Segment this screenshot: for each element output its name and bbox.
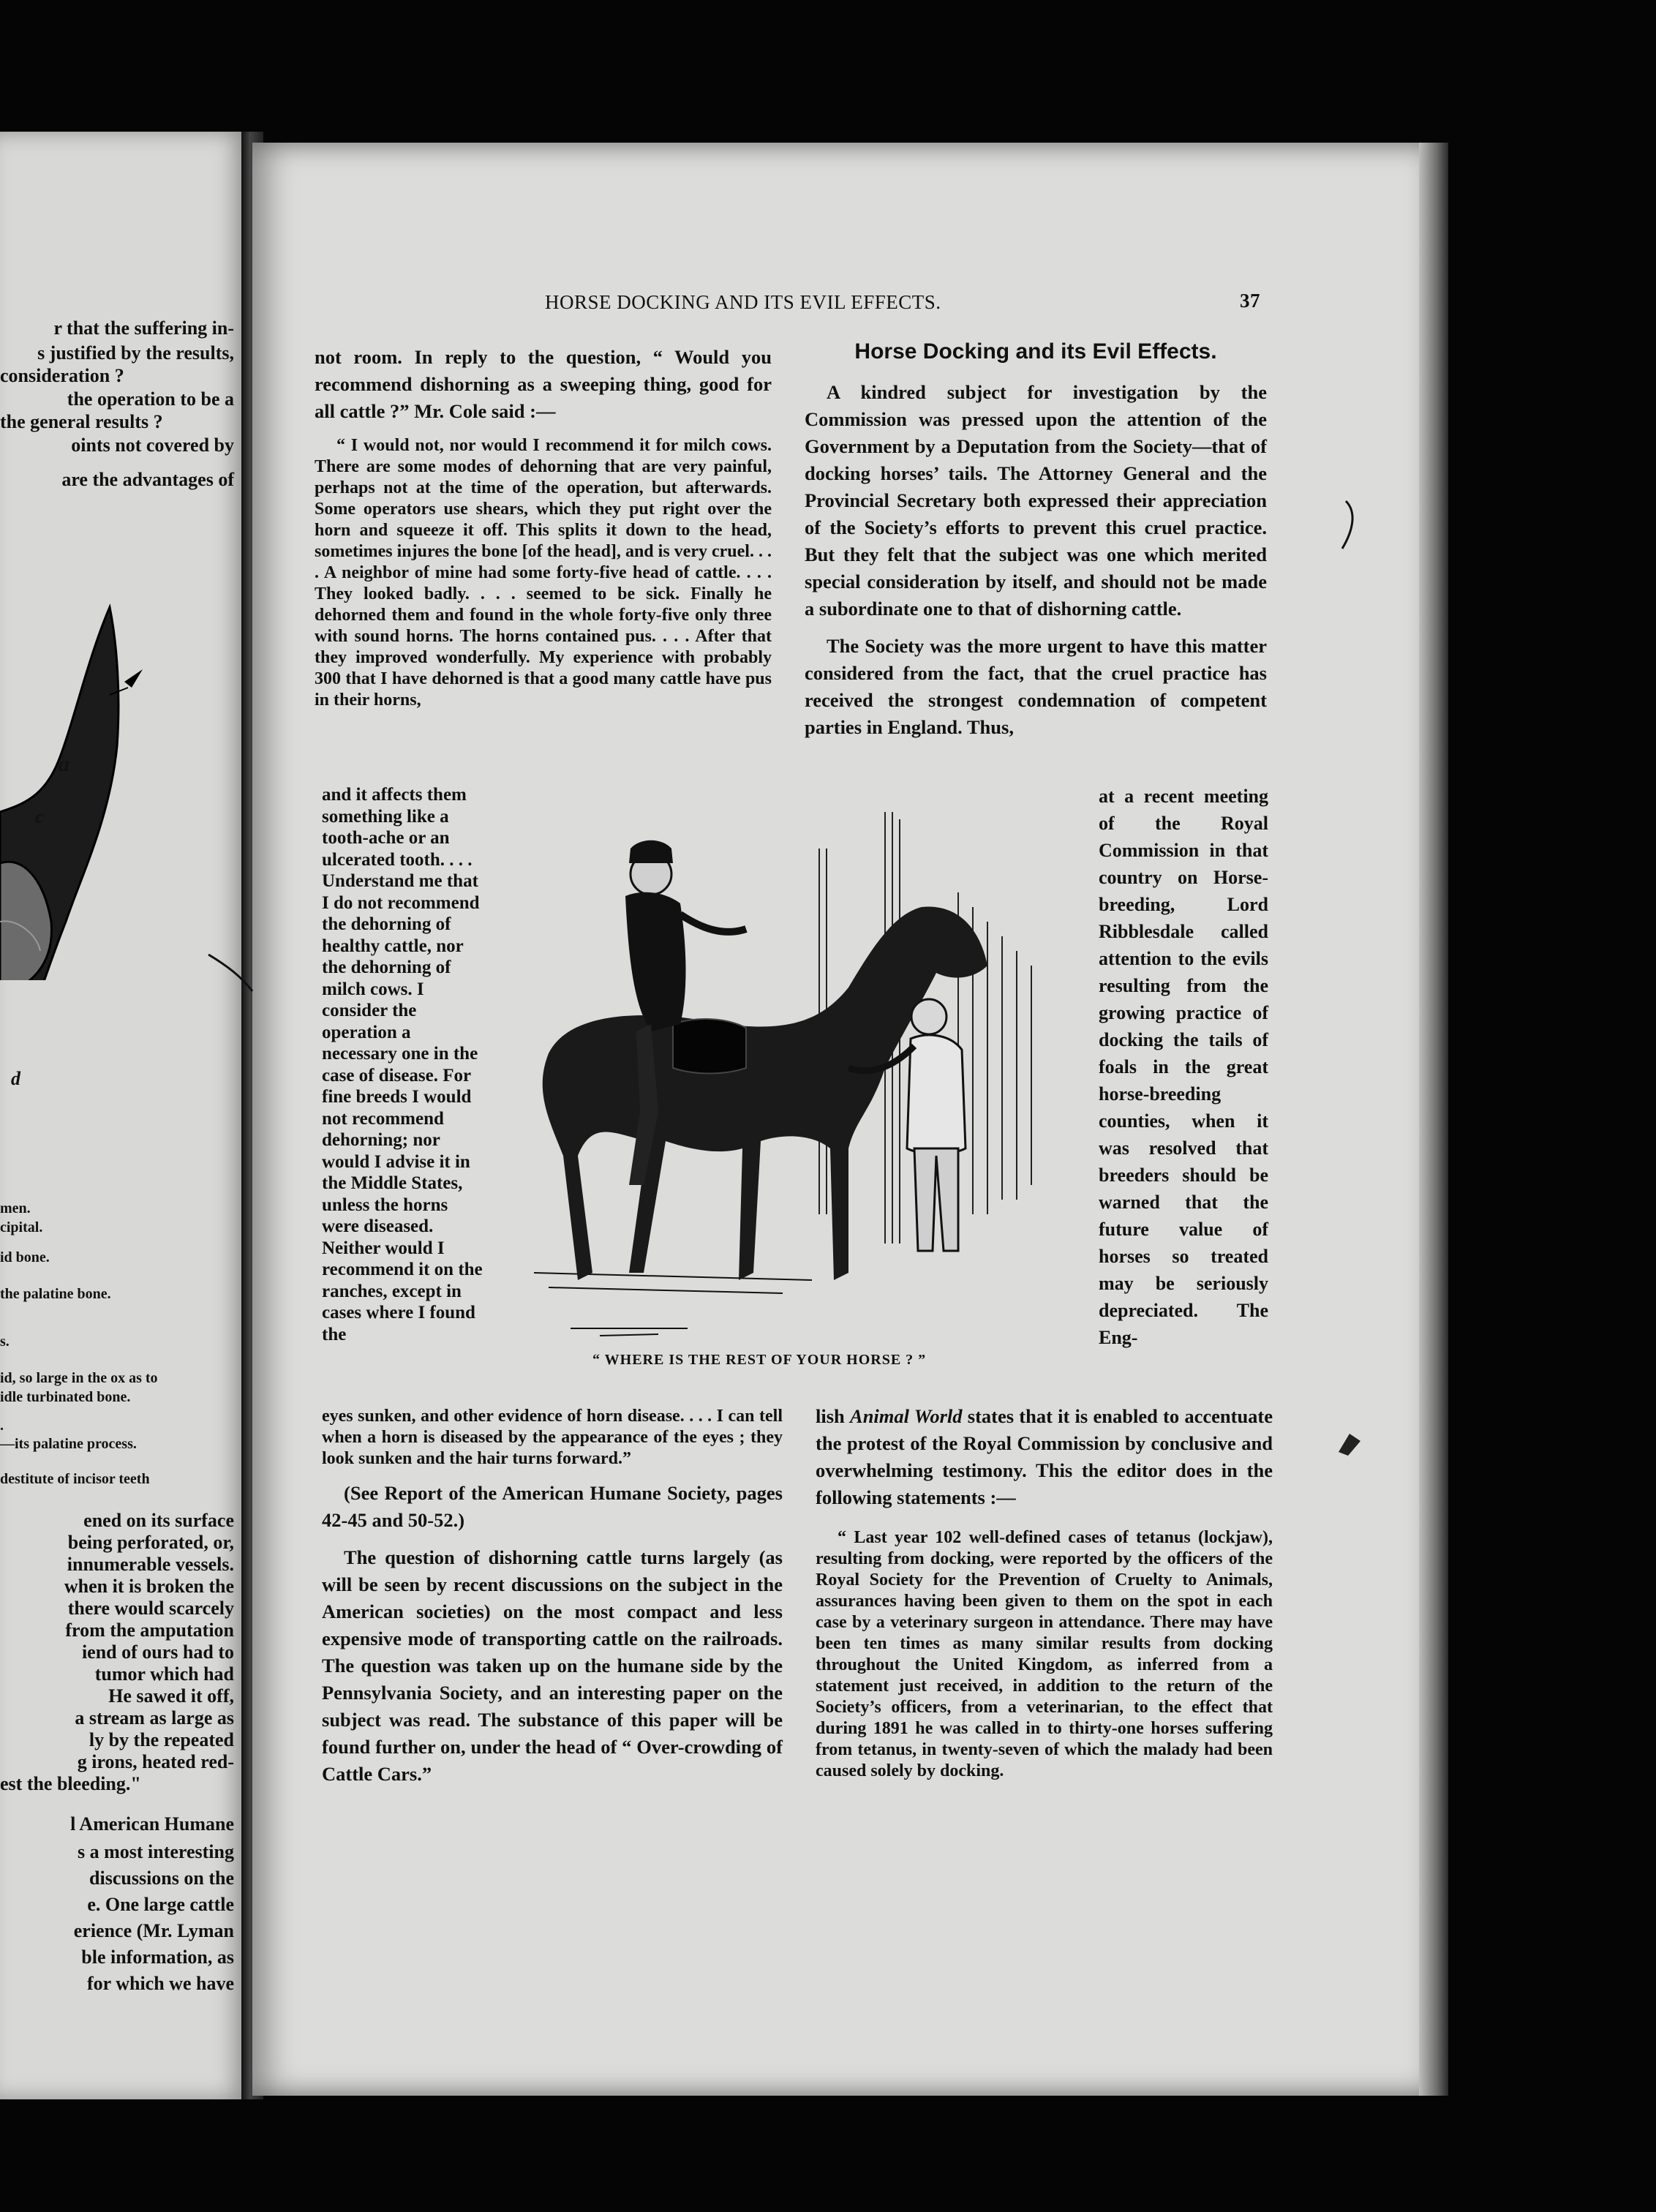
- left-text-line: He sawed it off,: [108, 1685, 234, 1707]
- col1-quote-end: eyes sunken, and other evidence of horn disease. . . . I can tell when a horn is diseased by the appearance of the eyes ; they look sunken and the hair turns forward.”: [322, 1407, 783, 1468]
- groom-legs: [914, 1148, 958, 1251]
- left-page: [0, 132, 249, 2099]
- col1-see-report: (See Report of the American Humane Society, pages 42-45 and 50-52.): [322, 1482, 783, 1531]
- horse-illustration: [505, 805, 1090, 1382]
- horse-engraving: [505, 805, 1090, 1361]
- running-title: HORSE DOCKING AND ITS EVIL EFFECTS.: [545, 291, 941, 313]
- groom-head: [911, 999, 946, 1034]
- page-number: 37: [1240, 290, 1260, 312]
- rider-arm: [680, 914, 746, 932]
- left-text-line: the general results ?: [0, 411, 163, 432]
- bone-label: destitute of incisor teeth: [0, 1471, 150, 1487]
- col2-para2-end-post: states that it is enabled to accentuate the protest of the Royal Commission by conclusive and overwhelming testimony. This the editor does in the following statements :—: [816, 1405, 1273, 1508]
- column-2-bottom: [816, 1403, 1273, 1792]
- left-text-line: discussions on the: [89, 1867, 234, 1889]
- groom-jacket: [907, 1035, 966, 1154]
- left-text-line: ble information, as: [81, 1946, 234, 1968]
- figure-label-d: d: [11, 1068, 20, 1089]
- left-text-line: a stream as large as: [75, 1707, 234, 1728]
- left-text-line: tumor which had: [94, 1663, 234, 1685]
- bone-label: the palatine bone.: [0, 1286, 111, 1302]
- left-text-line: erience (Mr. Lyman: [73, 1920, 234, 1941]
- left-text-line: the operation to be a: [67, 388, 234, 410]
- col2-para2-end-pre: lish: [816, 1405, 851, 1427]
- col2-para2-narrow: at a recent meeting of the Royal Commission in that country on Horse-breeding, Lord Ribblesdale called attention to the evils resulting from the growing practice of docking the tails of foals in the great horse-breeding counties, when it was resolved that breeders should be warned that the future value of horses so treated may be seriously depreciated. The Eng-: [1099, 786, 1268, 1348]
- col2-para1: A kindred subject for investigation by the Commission was pressed upon the attention of the Government by a Deputation from the Society—that of docking horses’ tails. The Attorney General and the Provincial Secretary both expressed their appreciation of the Society’s efforts to prevent this cruel practice. But they felt that the subject was one which merited special consideration by itself, and should not be made a subordinate one to that of dishorning cattle.: [805, 381, 1267, 620]
- left-text-line: ened on its surface: [83, 1510, 234, 1531]
- bone-label: s.: [0, 1333, 10, 1350]
- rider-hat: [629, 840, 673, 863]
- margin-mark: [1335, 1430, 1364, 1459]
- margin-mark: [1339, 497, 1368, 556]
- bone-label: id, so large in the ox as to: [0, 1370, 158, 1386]
- left-text-line: from the amputation: [65, 1620, 234, 1641]
- bone-label: cipital.: [0, 1219, 43, 1235]
- column-2-top: [805, 339, 1267, 751]
- left-text-line: oints not covered by: [71, 434, 234, 456]
- col1-intro: not room. In reply to the question, “ Would you recommend dishorning as a sweeping thing, good for all cattle ?” Mr. Cole said :—: [315, 346, 772, 422]
- bone-label: .: [0, 1418, 4, 1434]
- publication-name: Animal World: [850, 1405, 963, 1427]
- left-text-line: s justified by the results,: [37, 342, 234, 364]
- left-text-line: innumerable vessels.: [67, 1554, 234, 1575]
- left-text-line: for which we have: [86, 1973, 234, 1994]
- col1-para-question: The question of dishorning cattle turns largely (as will be seen by recent discussions on the subject in the American societies) on the most compact and less expensive mode of transporting cattle on the railroads. The question was taken up on the humane side by the Pennsylvania Society, and an interesting paper on the subject was read. The substance of this paper will be found further on, under the head of “ Over-crowding of Cattle Cars.”: [322, 1546, 783, 1785]
- ground-lines: [534, 1273, 812, 1336]
- horn-tip-mark: [124, 669, 143, 688]
- illustration-caption: “ WHERE IS THE REST OF YOUR HORSE ? ”: [592, 1352, 927, 1368]
- figure-label-a: a: [59, 752, 69, 776]
- left-text-line: est the bleeding.": [0, 1773, 141, 1794]
- left-text-line: being perforated, or,: [67, 1532, 234, 1553]
- bone-label: idle turbinated bone.: [0, 1389, 131, 1405]
- section-title: Horse Docking and its Evil Effects.: [854, 339, 1217, 364]
- bone-label: men.: [0, 1200, 31, 1216]
- left-text-line: there would scarcely: [67, 1598, 234, 1619]
- col1-quote: “ I would not, nor would I recommend it for milch cows. There are some modes of dehorning that are very painful, perhaps not at the time of the operation, but afterwards. Some operators use shears, which they put right over the horn and squeeze it off. This splits it down to the head, sometimes injures the bone [of the head], and is very cruel. . . . A neighbor of mine had some forty-five head of cattle. . . . They looked badly. . . . seemed to be sick. Finally he dehorned them and found in the whole forty-five only three with sound horns. The horns contained pus. . . . After that they improved wonderfully. My experience with probably 300 that I have dehorned is that a good many cattle have pus in their horns,: [315, 436, 772, 710]
- left-text-line: e. One large cattle: [87, 1894, 234, 1915]
- saddle: [673, 1019, 746, 1073]
- left-text-line: ly by the repeated: [89, 1729, 234, 1750]
- left-text-line: consideration ?: [0, 365, 124, 386]
- figure-label-c: c: [35, 806, 44, 827]
- col2-quote: “ Last year 102 well-defined cases of tetanus (lockjaw), resulting from docking, were reported by the officers of the Royal Society for the Prevention of Cruelty to Animals, assurances having been given to them on the spot in each case by a veterinary surgeon in attendance. There may have been ten times as many similar results from docking throughout the United Kingdom, as inferred from a statement just received, in addition to the return of the Society’s officers, from a veterinarian, to the effect that during 1891 he was called in to thirty-one horses suffering from tetanus, in twenty-seven of which the malady had been caused solely by docking.: [816, 1528, 1273, 1780]
- column-1-top: [315, 344, 772, 721]
- column-1-bottom: [322, 1406, 783, 1798]
- col2-para2: The Society was the more urgent to have this matter considered from the fact, that the cruel practice has received the strongest condemnation of competent parties in England. Thus,: [805, 635, 1267, 738]
- col2-para2-end: [816, 1403, 1273, 1511]
- left-text-line: r that the suffering in-: [53, 317, 234, 339]
- col1-quote-narrow: and it affects them something like a tooth-ache or an ulcerated tooth. . . . Understand me that I do not recommend the dehorning of healthy cattle, nor the dehorning of milch cows. I consider the operation a necessary one in the case of disease. For fine breeds I would not recommend dehorning; nor would I advise it in the Middle States, unless the horns were diseased. Neither would I recommend it on the ranches, except in cases where I found the: [322, 785, 483, 1344]
- skull-figure: [0, 512, 219, 980]
- left-text-line: l American Humane: [70, 1813, 234, 1835]
- left-text-line: iend of ours had to: [81, 1641, 234, 1663]
- left-text-line: when it is broken the: [64, 1576, 234, 1597]
- page-edge: [1419, 143, 1448, 2096]
- bone-label: id bone.: [0, 1249, 50, 1265]
- rider-coat: [625, 892, 686, 1031]
- bone-label: —its palatine process.: [0, 1436, 137, 1452]
- left-text-line: g irons, heated red-: [77, 1751, 234, 1772]
- left-text-line: s a most interesting: [77, 1841, 234, 1862]
- margin-mark: [205, 951, 256, 995]
- left-text-line: are the advantages of: [61, 469, 234, 490]
